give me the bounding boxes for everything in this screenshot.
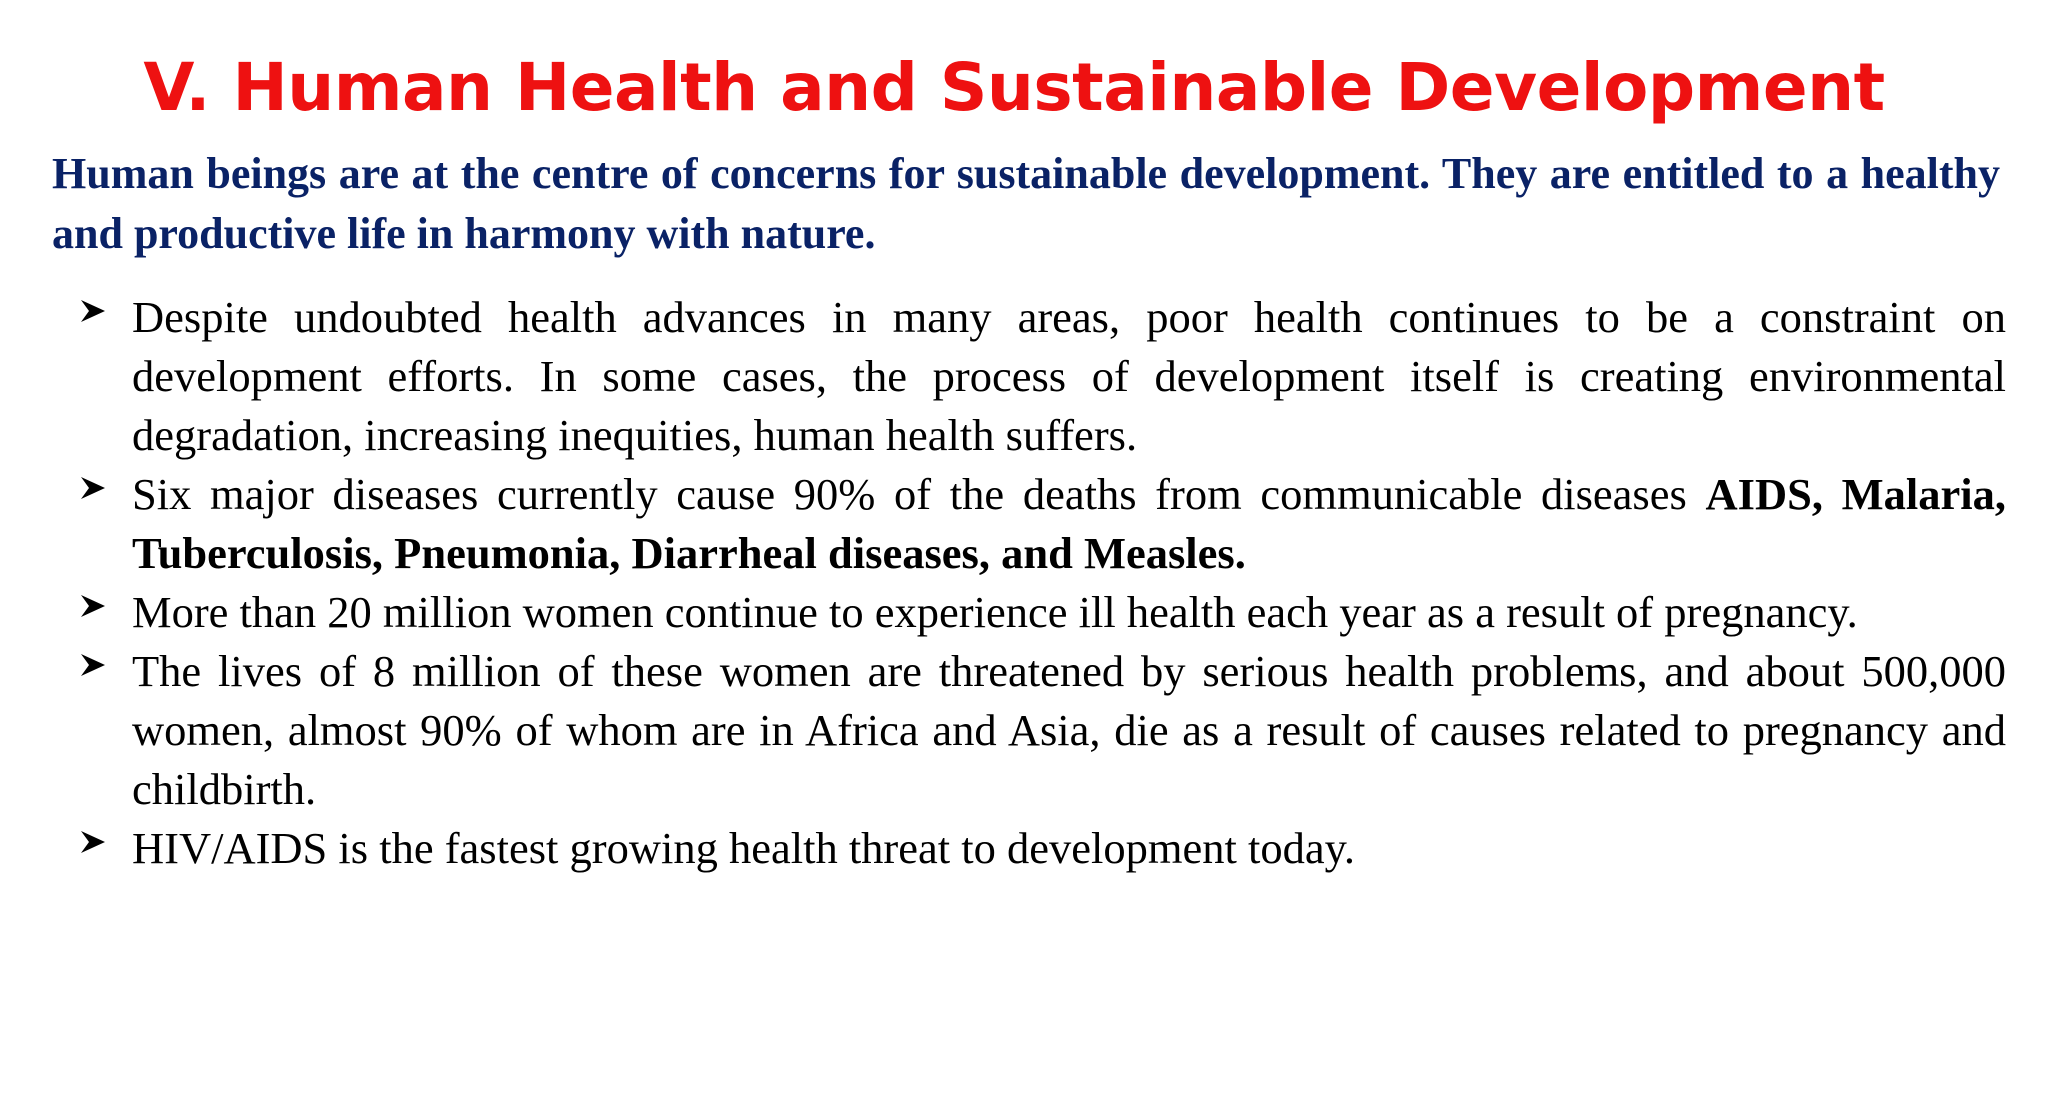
bullet-item — [132, 642, 2006, 819]
arrowhead-bullet-icon — [78, 819, 112, 878]
bullet-item — [132, 583, 2006, 642]
arrowhead-bullet-icon — [78, 583, 112, 642]
bullet-item — [132, 288, 2006, 465]
bullet-text: The lives of 8 million of these women are threatened by serious health problems, and about 500,000 women, almost 90% of whom are in Africa and Asia, die as a result of causes related to pregnancy and childbirth. — [132, 646, 2006, 814]
bullet-text: Despite undoubted health advances in many areas, poor health continues to be a constraint on development efforts. In some cases, the process of development itself is creating environmental degradation, increasing inequities, human health suffers. — [132, 292, 2006, 460]
arrowhead-bullet-icon — [78, 642, 112, 701]
bullet-text: More than 20 million women continue to experience ill health each year as a result of pregnancy. — [132, 587, 1858, 637]
bullet-item — [132, 819, 2006, 878]
arrowhead-bullet-icon — [78, 465, 112, 524]
bullet-text: Six major diseases currently cause 90% of the deaths from communicable diseases — [132, 469, 1706, 519]
bullet-text: HIV/AIDS is the fastest growing health threat to development today. — [132, 823, 1356, 873]
bullet-list — [132, 288, 2006, 878]
disease-list: AIDS, Malaria, Tuberculosis, Pneumonia, Diarrheal diseases, and Measles. — [132, 469, 2006, 578]
arrowhead-bullet-icon — [78, 288, 112, 347]
bullet-item — [132, 465, 2006, 583]
slide-title: V. Human Health and Sustainable Development — [143, 49, 1885, 126]
intro-statement: Human beings are at the centre of concerns for sustainable development. They are entitled to a healthy and productive life in harmony with nature. — [52, 149, 2000, 258]
